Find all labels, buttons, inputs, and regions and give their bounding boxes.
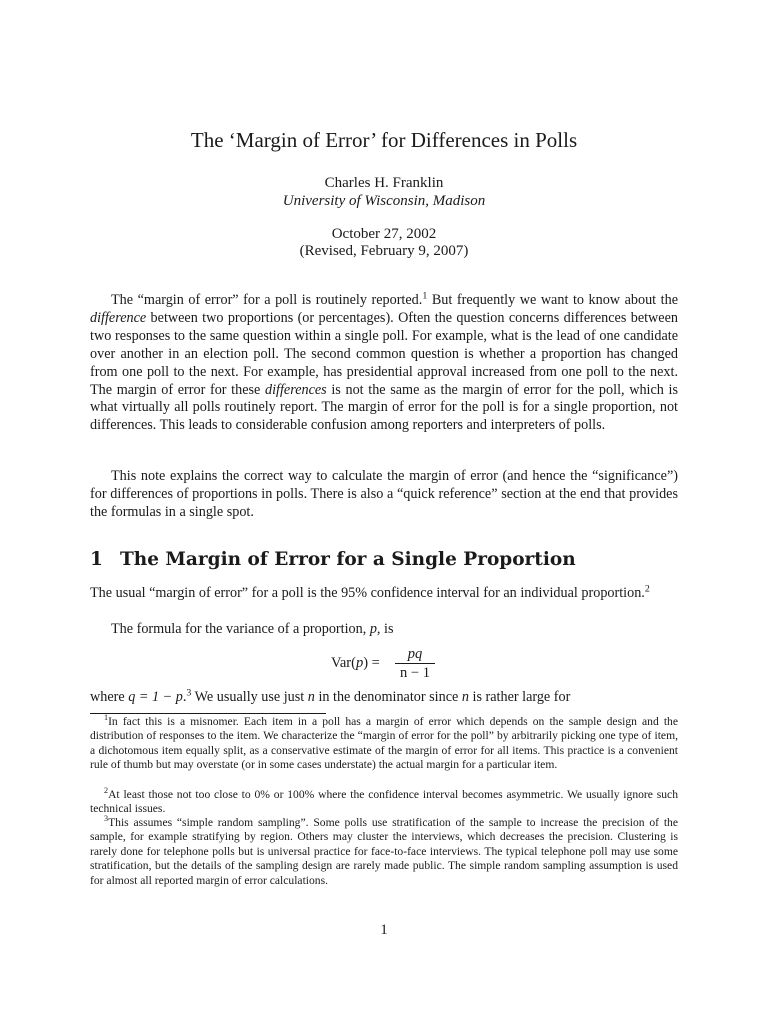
formula-variable: p — [355, 655, 364, 671]
intro-paragraph-2: This note explains the correct way to calculate the margin of error (and hence the “significance”) for differences of proportions in polls. There is also a “quick reference” section at the end that provides the formulas in a single spot. — [90, 468, 678, 520]
body-text: We usually use just — [191, 689, 308, 705]
section-title: The Margin of Error for a Single Proportion — [120, 549, 576, 570]
math-variable: n — [461, 689, 469, 705]
footnote-ref-2: 2 — [644, 583, 650, 595]
body-text: The usual “margin of error” for a poll is the 95% confidence interval for an individual proportion. — [90, 585, 645, 601]
footnote-text: At least those not too close to 0% or 100% where the confidence interval becomes asymmetric. We usually ignore such technical issues. — [90, 788, 678, 816]
formula-lhs — [331, 655, 380, 672]
body-text: , is — [376, 621, 394, 637]
body-text: in the denominator since — [314, 689, 462, 705]
body-text: The formula for the variance of a proportion, — [111, 621, 370, 637]
formula-numerator: pq — [395, 645, 435, 664]
author-name: Charles H. Franklin — [324, 175, 444, 191]
footnote-mark: 3 — [104, 814, 109, 824]
formula-equals: ) = — [363, 655, 380, 671]
footnote-text: This assumes “simple random sampling”. Some polls use stratification of the sample to increase the precision of the sample, for example stratifying by region. Others may cluster the interviews, which decreases the precision. Clustering is rarely done for telephone polls but is universal practice for face-to-face interviews. The typical telephone poll may use some stratification, but the details of the sampling design are rarely made public. The simple random sampling assumption is used for almost all reported margin of error calculations. — [90, 816, 678, 887]
section-heading — [90, 548, 678, 572]
footnote-text: In fact this is a misnomer. Each item in a poll has a margin of error which depends on the sample design and the distribution of responses to the item. We characterize the “margin of error for the poll” by arbitrarily picking one type of item, a dichotomous item equally split, as a conservative estimate of the margin of error for all items. This practice is a convenient rule of thumb but may overstate (or in some cases understate) the actual margin for a particular item. — [90, 715, 678, 772]
intro-text: between two proportions (or percentages). Often the question concerns differences between two responses to the same question within a single poll. For example, what is the lead of one candidate over another in an election poll. The second common question is whether a proportion has changed from one poll to the next. For example, has presidential approval increased from one poll to the next. The margin of error for these — [90, 309, 678, 398]
section-paragraph-2 — [90, 621, 678, 639]
footnote-rule — [90, 713, 326, 714]
intro-text: But frequently we want to know about the — [427, 292, 679, 308]
body-text: . — [182, 689, 187, 705]
emphasis-difference: difference — [90, 309, 147, 326]
footnote-mark: 2 — [104, 786, 109, 796]
intro-text: is not the same as the margin of error for the poll, which is what virtually all polls routinely report. The margin of error for the poll is for a single proportion, not differences. This leads to considerable confusion among reporters and interpreters of polls. — [90, 381, 678, 434]
revision-date: (Revised, February 9, 2007) — [299, 243, 469, 259]
section-paragraph-3 — [90, 689, 678, 707]
body-text: where — [90, 689, 129, 705]
emphasis-differences: differences — [264, 381, 327, 398]
page-number: 1 — [380, 922, 388, 938]
formula-function: Var( — [331, 655, 356, 671]
body-text: is rather large for — [468, 689, 571, 705]
intro-paragraph-1 — [90, 292, 678, 435]
paper-date: October 27, 2002 — [331, 226, 437, 242]
section-paragraph-1 — [90, 585, 678, 603]
footnote-3 — [90, 816, 678, 888]
formula-fraction — [395, 645, 435, 682]
math-equation: q = 1 − p — [128, 689, 183, 705]
section-number: 1 — [90, 549, 103, 570]
paper-title: The ‘Margin of Error’ for Differences in Polls — [190, 128, 578, 152]
footnote-mark: 1 — [104, 713, 109, 723]
math-variable: p — [369, 621, 377, 637]
math-variable: n — [307, 689, 315, 705]
formula-denominator: n − 1 — [400, 665, 430, 681]
intro-text: The “margin of error” for a poll is routinely reported. — [111, 292, 423, 308]
footnote-1 — [90, 715, 678, 773]
author-affiliation: University of Wisconsin, Madison — [282, 193, 486, 209]
footnote-ref-3: 3 — [186, 687, 192, 699]
variance-formula — [90, 645, 678, 685]
footnote-2 — [90, 788, 678, 817]
footnote-ref-1: 1 — [422, 290, 428, 302]
